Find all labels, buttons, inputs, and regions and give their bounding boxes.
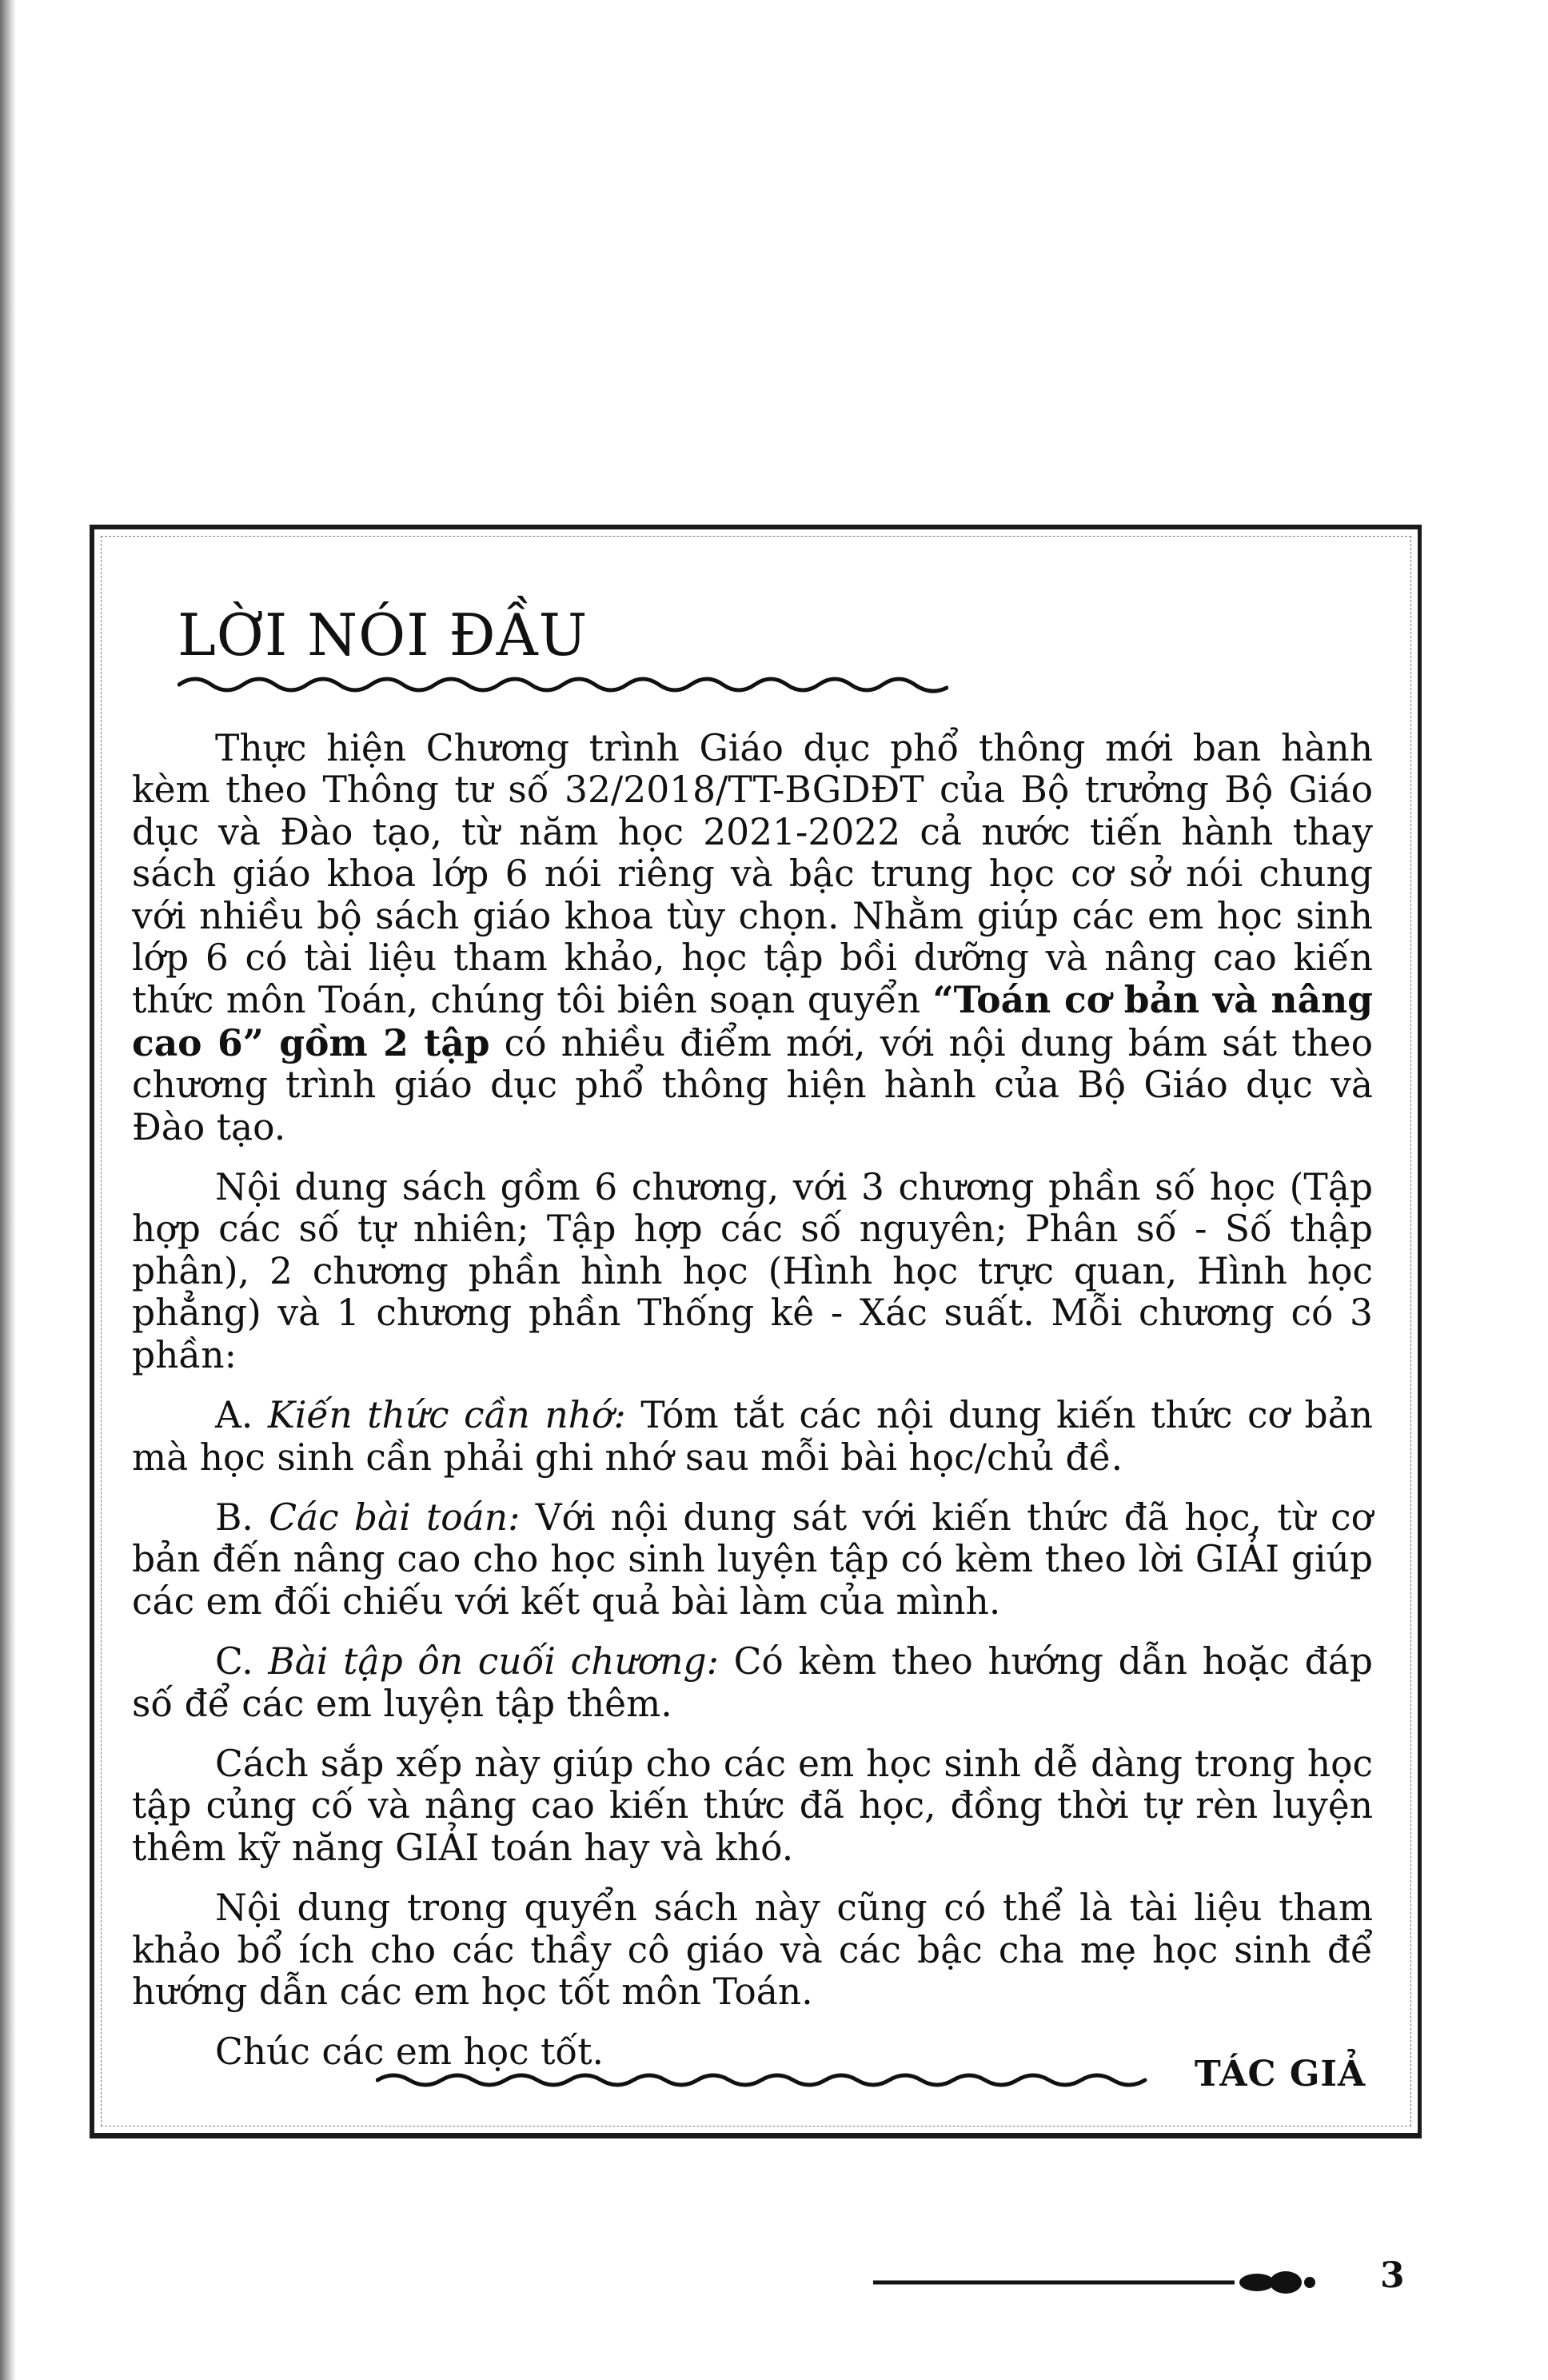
paragraph-audience: Nội dung trong quyển sách này cũng có thể là tài liệu tham khảo bổ ích cho các thầy cô giáo và các bậc cha mẹ học sinh để hướng dẫn các em học tốt môn Toán. bbox=[132, 1887, 1373, 2013]
part-a-text: Tóm tắt các nội dung kiến thức cơ bản mà học sinh cần phải ghi nhớ sau mỗi bài học/chủ đề. bbox=[132, 1394, 1373, 1479]
part-b-heading: Các bài toán: bbox=[269, 1495, 521, 1539]
book-title-bold: “Toán cơ bản và nâng cao 6” gồm 2 tập bbox=[132, 978, 1373, 1064]
part-b-marker: B. bbox=[215, 1495, 253, 1539]
page-title: LỜI NÓI ĐẦU bbox=[178, 601, 588, 669]
intro-text-after: có nhiều điểm mới, với nội dung bám sát theo chương trình giáo dục phổ thông hiện hành của Bộ Giáo dục và Đào tạo. bbox=[132, 1021, 1373, 1148]
author-wave-ornament bbox=[376, 2068, 1159, 2092]
part-b-text: Với nội dung sát với kiến thức đã học, từ cơ bản đến nâng cao cho học sinh luyện tập có kèm theo lời GIẢI giúp các em đối chiếu với kết quả bài làm của mình. bbox=[132, 1495, 1373, 1623]
paragraph-closing: Chúc các em học tốt. bbox=[215, 2031, 604, 2074]
part-a-marker: A. bbox=[215, 1394, 253, 1437]
part-c-marker: C. bbox=[215, 1640, 253, 1683]
paragraph-arrangement: Cách sắp xếp này giúp cho các em học sinh dễ dàng trong học tập củng cố và nâng cao kiến thức đã học, đồng thời tự rèn luyện thêm kỹ năng GIẢI toán hay và khó. bbox=[132, 1742, 1373, 1869]
preface-body bbox=[132, 728, 1373, 2092]
title-wave-ornament bbox=[178, 670, 948, 699]
paragraph-part-a bbox=[132, 1395, 1373, 1479]
part-c-text: Có kèm theo hướng dẫn hoặc đáp số để các em luyện tập thêm. bbox=[132, 1640, 1373, 1725]
part-a-heading: Kiến thức cần nhớ: bbox=[267, 1394, 626, 1437]
part-c-heading: Bài tập ôn cuối chương: bbox=[268, 1640, 719, 1683]
paragraph-intro bbox=[132, 728, 1373, 1148]
page-number: 3 bbox=[1380, 2255, 1405, 2296]
author-signature: TÁC GIẢ bbox=[1195, 2054, 1366, 2094]
footer-rule-ornament bbox=[873, 2266, 1337, 2298]
intro-text-before: Thực hiện Chương trình Giáo dục phổ thông mới ban hành kèm theo Thông tư số 32/2018/TT-BGDĐT của Bộ trưởng Bộ Giáo dục và Đào tạo, từ năm học 2021-2022 cả nước tiến hành thay sách giáo khoa lớp 6 nói riêng và bậc trung học cơ sở nói chung với nhiều bộ sách giáo khoa tùy chọn. Nhằm giúp các em học sinh lớp 6 có tài liệu tham khảo, học tập bồi dưỡng và nâng cao kiến thức môn Toán, chúng tôi biên soạn quyển bbox=[132, 727, 1373, 1022]
paragraph-contents: Nội dung sách gồm 6 chương, với 3 chương phần số học (Tập hợp các số tự nhiên; Tập hợp các số nguyên; Phân số - Số thập phân), 2 chương phần hình học (Hình học trực quan, Hình học phẳng) và 1 chương phần Thống kê - Xác suất. Mỗi chương có 3 phần: bbox=[132, 1166, 1373, 1376]
scan-edge-shadow bbox=[0, 0, 16, 2380]
paragraph-part-b bbox=[132, 1497, 1373, 1623]
paragraph-part-c bbox=[132, 1641, 1373, 1725]
